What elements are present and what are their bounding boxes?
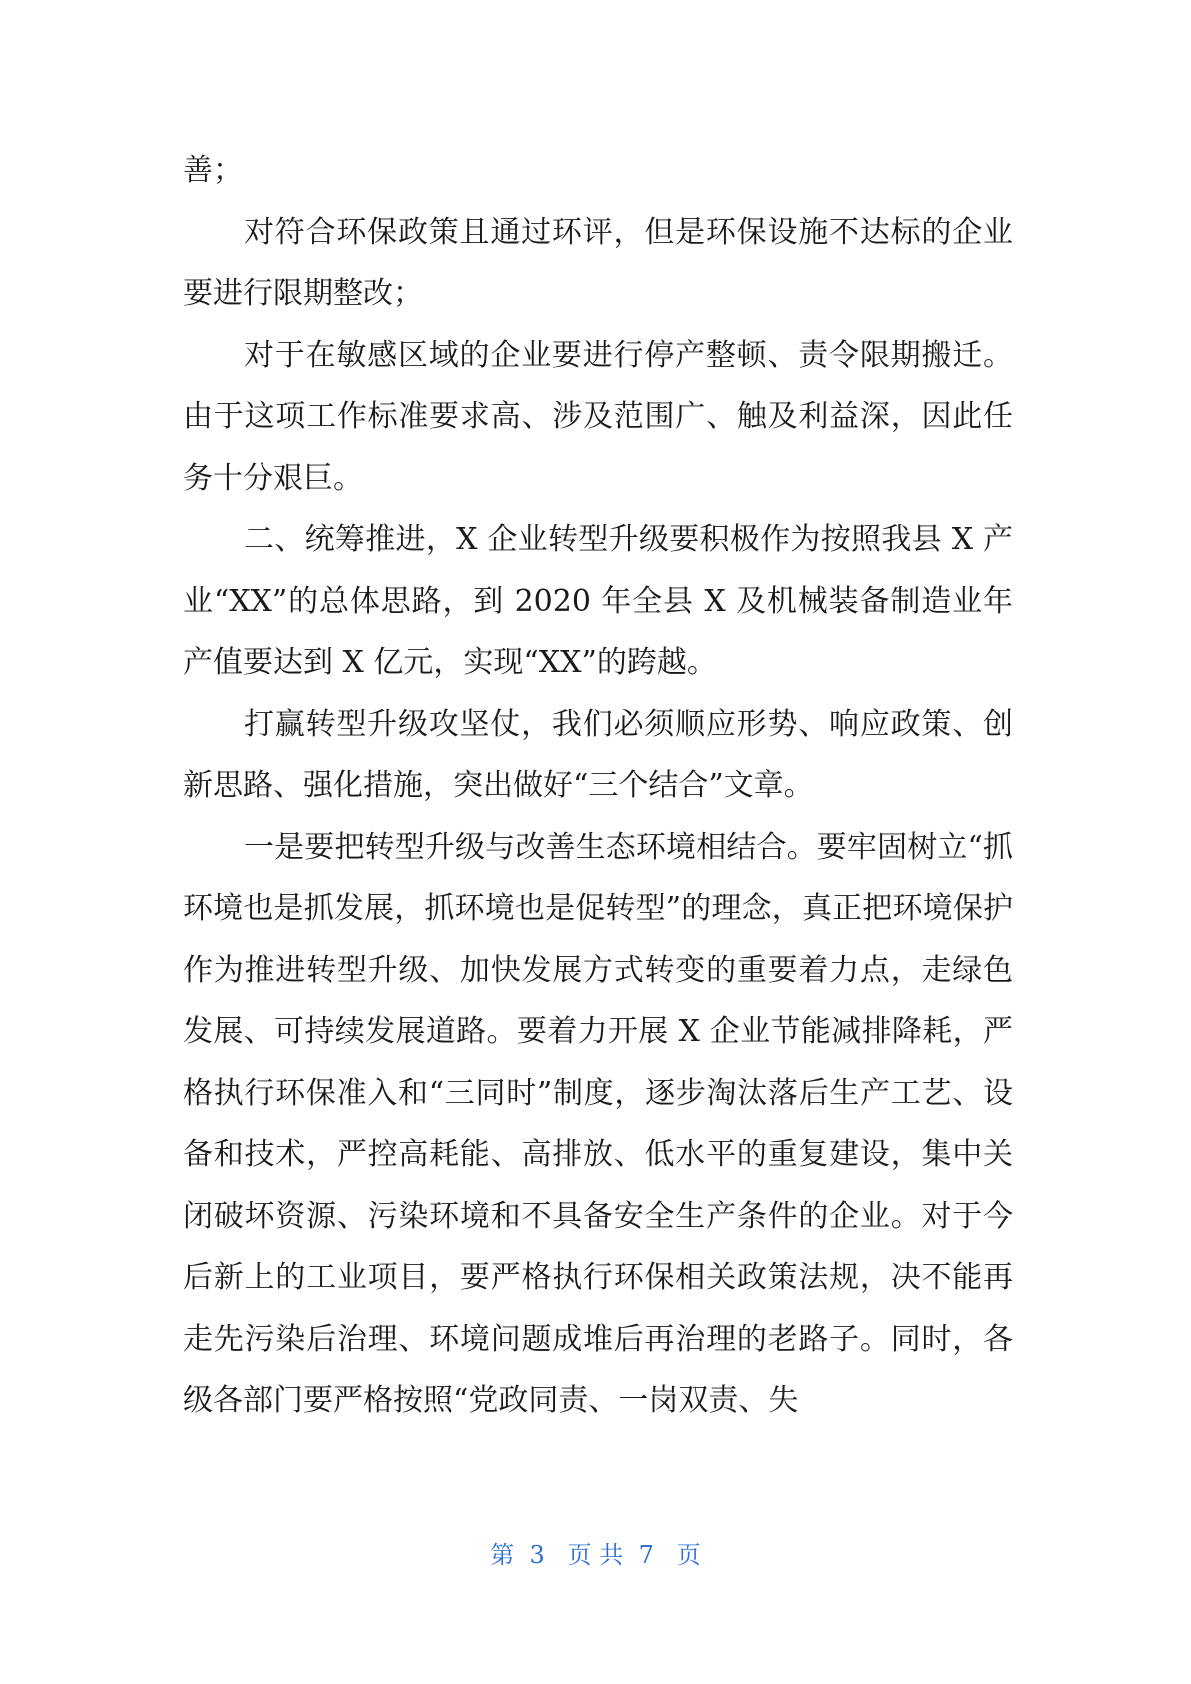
paragraph-5: 打赢转型升级攻坚仗，我们必须顺应形势、响应政策、创新思路、强化措施，突出做好“三个结合”文章。 (183, 706, 1013, 803)
document-body (183, 140, 1013, 1432)
paragraph-1: 善； (183, 153, 243, 188)
paragraph-4: 二、统筹推进，X 企业转型升级要积极作为按照我县 X 产业“XX”的总体思路，到 2020 年全县 X 及机械装备制造业年产值要达到 X 亿元，实现“XX”的跨越。 (183, 522, 1013, 680)
page-number-footer: 第 3 页 共 7 页 (490, 1541, 701, 1569)
paragraph-3: 对于在敏感区域的企业要进行停产整顿、责令限期搬迁。由于这项工作标准要求高、涉及范围广、触及利益深，因此任务十分艰巨。 (183, 337, 1013, 496)
paragraph-2: 对符合环保政策且通过环评，但是环保设施不达标的企业要进行限期整改； (183, 214, 1013, 311)
paragraph-6: 一是要把转型升级与改善生态环境相结合。要牢固树立“抓环境也是抓发展，抓环境也是促转型”的理念，真正把环境保护作为推进转型升级、加快发展方式转变的重要着力点，走绿色发展、可持续发展道路。要着力开展 X 企业节能减排降耗，严格执行环保准入和“三同时”制度，逐步淘汰落后生产工艺、设备和技术，严控高耗能、高排放、低水平的重复建设，集中关闭破坏资源、污染环境和不具备安全生产条件的企业。对于今后新上的工业项目，要严格执行环保相关政策法规，决不能再走先污染后治理、环境问题成堆后再治理的老路子。同时，各级各部门要严格按照“党政同责、一岗双责、失 (183, 829, 1013, 1418)
